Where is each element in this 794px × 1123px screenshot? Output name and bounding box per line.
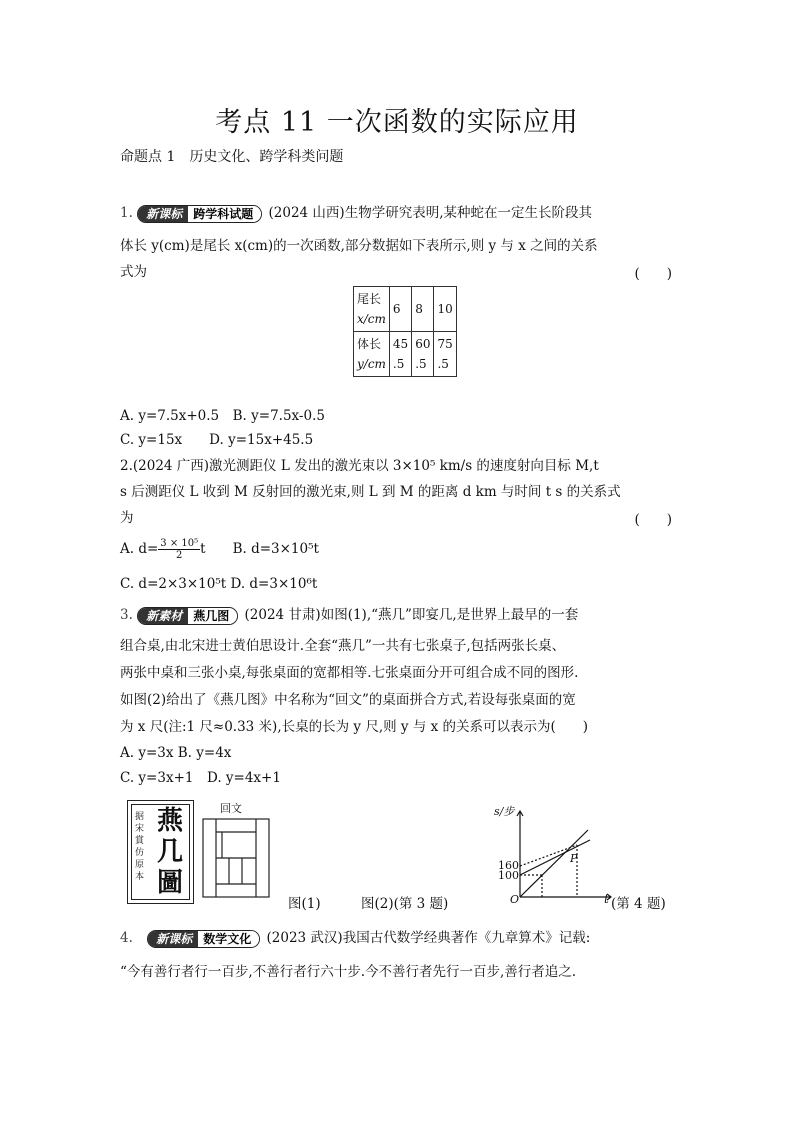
q2-line2: s 后测距仪 L 收到 M 反射回的激光束,则 L 到 M 的距离 d km 与时间 t s 的关系式 xyxy=(120,484,621,500)
q3-number: 3. xyxy=(120,607,133,623)
fig1-char: 圖 xyxy=(156,868,183,898)
fig1-side-text: 据宋賞仿原本 xyxy=(135,812,145,882)
q4-line1 xyxy=(120,928,590,948)
q4-tag-a: 新课标 xyxy=(148,931,198,947)
fig1-char: 几 xyxy=(156,837,183,867)
section-subtitle: 命题点 1 历史文化、跨学科类问题 xyxy=(120,149,344,165)
table-cell: 60 .5 xyxy=(412,332,434,377)
q2-line1: 2.(2024 广西)激光测距仪 L 发出的激光束以 3×10⁵ km/s 的速度射向目标 M,t xyxy=(120,458,599,474)
q1-options-cd: C. y=15x D. y=15x+45.5 xyxy=(120,432,314,448)
q3-tag-a: 新素材 xyxy=(138,608,188,624)
table-head-tail: 尾长 x/cm xyxy=(354,287,390,332)
q2-options-cd: C. d=2×3×10⁵t D. d=3×10⁶t xyxy=(120,576,318,592)
q3-tag xyxy=(137,607,238,625)
q1-line2: 体长 y(cm)是尾长 x(cm)的一次函数,部分数据如下表所示,则 y 与 x 之间的关系 xyxy=(120,238,598,254)
q2-fraction: $\frac{\text{3 × 10⁵}}{2}$ xyxy=(160,538,199,561)
q3-line5: 为 x 尺(注:1 尺≈0.33 米),长桌的长为 y 尺,则 y 与 x 的关系可以表示为( ) xyxy=(120,719,589,735)
q2-answer-blank: ( ) xyxy=(634,512,672,528)
q1-data-table xyxy=(353,286,457,377)
q4-ylabel: s/步 xyxy=(494,805,515,818)
fig1-caption: 图(1) xyxy=(288,896,321,912)
q3-line3: 两张中桌和三张小桌,每张桌面的宽都相等.七张桌面分开可组合成不同的图形. xyxy=(120,665,579,681)
q4-origin: O xyxy=(510,893,520,906)
table-cell: 75 .5 xyxy=(434,332,456,377)
table-head-body: 体长 y/cm xyxy=(354,332,390,377)
fig2-diagram xyxy=(202,818,270,898)
q3-tag-b: 燕几图 xyxy=(188,608,237,624)
fig1-char: 燕 xyxy=(156,806,183,836)
q4-number: 4. xyxy=(120,930,133,946)
q4-tag xyxy=(147,930,260,948)
q1-tag-a: 新课标 xyxy=(138,206,188,222)
q3-options-cd: C. y=3x+1 D. y=4x+1 xyxy=(120,770,281,786)
q4-tick-160: 160 xyxy=(498,859,519,872)
table-cell: 10 xyxy=(434,287,456,332)
q3-options-ab: A. y=3x B. y=4x xyxy=(120,745,232,761)
q1-tag xyxy=(137,205,262,223)
q4-line2: “今有善行者行一百步,不善行者行六十步.今不善行者先行一百步,善行者追之. xyxy=(120,964,577,980)
fig2-caption: 图(2)(第 3 题) xyxy=(361,896,449,912)
q2-line3: 为 xyxy=(120,510,134,526)
q3-line2: 组合桌,由北宋进士黄伯思设计.全套“燕几”一共有七张桌子,包括两张长桌、 xyxy=(120,638,566,654)
q1-options-ab: A. y=7.5x+0.5 B. y=7.5x-0.5 xyxy=(120,408,325,424)
page-title: 考点 11 一次函数的实际应用 xyxy=(215,107,579,138)
q4-caption: (第 4 题) xyxy=(611,896,666,912)
q3-line1 xyxy=(120,605,578,625)
q4-tag-b: 数学文化 xyxy=(198,931,259,947)
table-cell: 8 xyxy=(412,287,434,332)
q1-line1 xyxy=(120,203,592,223)
fig1-scroll xyxy=(127,800,194,904)
q2-options-ab: A. d= $\frac{\text{3 × 10⁵}}{2}$ t B. d=3×10⁵t xyxy=(120,538,319,561)
q3-line4: 如图(2)给出了《燕几图》中名称为“回文”的桌面拼合方式,若设每张桌面的宽 xyxy=(120,692,576,708)
q4-tick-100: 100 xyxy=(498,869,519,882)
table-cell: 45 .5 xyxy=(389,332,411,377)
q1-line3: 式为 xyxy=(120,264,147,280)
q4-xlabel: t xyxy=(604,892,609,906)
q1-text1: (2024 山西)生物学研究表明,某种蛇在一定生长阶段其 xyxy=(268,205,592,221)
q1-number: 1. xyxy=(120,205,133,221)
q3-text1: (2024 甘肃)如图(1),“燕几”即宴几,是世界上最早的一套 xyxy=(244,607,579,623)
table-cell: 6 xyxy=(389,287,411,332)
q4-text1: (2023 武汉)我国古代数学经典著作《九章算术》记载: xyxy=(266,930,591,946)
q4-point-p: P xyxy=(570,852,578,865)
q1-tag-b: 跨学科试题 xyxy=(188,206,261,222)
fig2-title: 回文 xyxy=(220,802,242,815)
q1-answer-blank: ( ) xyxy=(634,266,672,282)
